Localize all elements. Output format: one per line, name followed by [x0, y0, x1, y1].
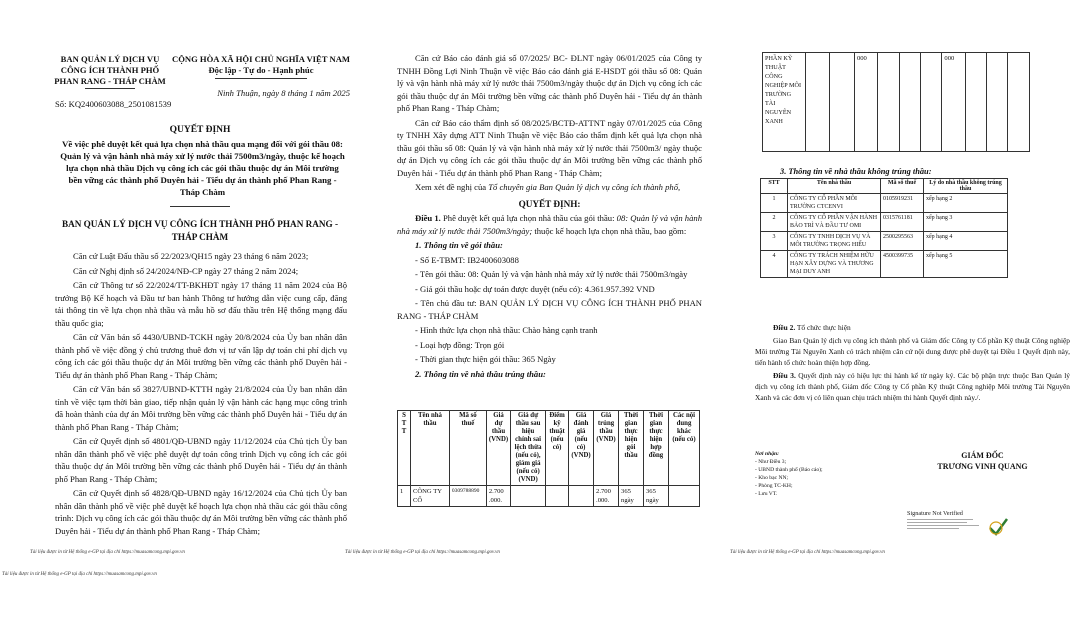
decision-subject: Về việc phê duyệt kết quả lựa chọn nhà thầu qua mạng đối với gói thầu 08: Quản lý và vận hành nhà máy xử lý nước thải 7500m3/ngày, thuộc kế hoạch lựa chọn nhà thầu Dịch vụ công ích các gói thầu thuộc dự án Môi trường bền vững các thành phố Duyên hải - Tiểu dự án thành phố Phan Rang - Tháp Chàm: [60, 139, 345, 197]
table-cell: [878, 53, 899, 152]
decision-title: QUYẾT ĐỊNH: [169, 125, 231, 135]
section-3-title: 3. Thông tin về nhà thầu không trúng thầu:: [780, 167, 932, 176]
decide-title: QUYẾT ĐỊNH:: [518, 198, 581, 209]
package-item: - Giá gói thầu hoặc dự toán được duyệt (nếu có): 4.361.957.392 VND: [415, 283, 655, 294]
table-cell: CÔNG TY TNHH DỊCH VỤ VÀ MÔI TRƯỜNG TRỌNG HIẾU: [788, 232, 881, 251]
table-row: [761, 251, 1008, 278]
table-row: [761, 194, 1008, 213]
column-header: Thời gian thực hiện gói thầu: [619, 411, 644, 486]
digital-signature: [907, 510, 1017, 531]
article-2: [755, 322, 1070, 333]
table-cell: 000: [942, 53, 965, 152]
basis-paragraph: Căn cứ Luật Đấu thầu số 22/2023/QH15 ngày 23 tháng 6 năm 2023;: [73, 251, 309, 261]
doc-number: Số: KQ2400603088_2501081539: [55, 99, 172, 109]
column-header: Giá dự thầu sau hiệu chỉnh sai lệch thừa (nếu có), giảm giá (nếu có) (VND): [511, 411, 546, 486]
table-cell: 2.700 .000.: [594, 486, 619, 507]
winner-table: [397, 410, 700, 507]
signature-check-icon: [987, 516, 1009, 538]
article-2-text: Tổ chức thực hiện: [795, 323, 851, 332]
loser-table: [760, 178, 1008, 278]
table-cell: [805, 53, 830, 152]
article-1-italic: 08: Quản lý và vận hành nhà máy xử lý nước thải 7500m3/ngày;: [397, 213, 702, 236]
recipient-item: - UBND thành phố (Báo cáo);: [755, 467, 823, 473]
table-row: [761, 232, 1008, 251]
table-cell: [668, 486, 699, 507]
motto-line: Độc lập - Tự do - Hạnh phúc: [208, 65, 314, 75]
page-footer: Tài liệu được in từ Hệ thống e-GP tại địa chỉ https://muasamcong.mpi.gov.vn: [345, 550, 500, 555]
article-3-text: Quyết định này có hiệu lực thi hành kể từ ngày ký. Các bộ phận trực thuộc Ban Quản lý dịch vụ công ích thành phố, Giám đốc Công ty Cổ phần Kỹ thuật Công nghiệp Môi trường Tài Nguyên Xanh và các đơn vị có liên quan chịu trách nhiệm thi hành Quyết định này./.: [755, 371, 1070, 402]
table-cell: 2500295563: [881, 232, 924, 251]
section-2-title: 2. Thông tin về nhà thầu trúng thầu:: [415, 368, 546, 379]
table-cell: 2.700 .000.: [486, 486, 510, 507]
proposal-prefix: Xem xét đề nghị của: [415, 182, 489, 192]
table-cell: 365 ngày: [619, 486, 644, 507]
table-cell: [569, 486, 594, 507]
table-cell: 0315761181: [881, 213, 924, 232]
agency-line: CÔNG ÍCH THÀNH PHỐ: [60, 65, 160, 75]
article-3: [755, 370, 1070, 403]
signer-name: TRƯƠNG VINH QUANG: [937, 462, 1028, 471]
table-row: [398, 486, 700, 507]
table-cell: 1: [398, 486, 411, 507]
nation-line: CỘNG HÒA XÃ HỘI CHỦ NGHĨA VIỆT NAM: [171, 54, 351, 64]
proposal-paragraph: [397, 181, 702, 194]
table-cell: xếp hạng 5: [924, 251, 1008, 278]
nation-header: [170, 54, 352, 76]
table-cell: xếp hạng 3: [924, 213, 1008, 232]
table-cell: xếp hạng 4: [924, 232, 1008, 251]
table-cell: 000: [854, 53, 877, 152]
recipients-title: Nơi nhận:: [755, 451, 779, 457]
loser-table-header: [761, 179, 1008, 194]
agency-line: BAN QUẢN LÝ DỊCH VỤ: [60, 54, 160, 64]
recipient-item: - Phòng TC-KH;: [755, 483, 793, 489]
table-cell: xếp hạng 2: [924, 194, 1008, 213]
table-cell: CÔNG TY TRÁCH NHIỆM HỮU HẠN XÂY DỰNG VÀ THƯƠNG MẠI DUY ANH: [788, 251, 881, 278]
signer-title: GIÁM ĐỐC: [961, 451, 1004, 460]
subject-underline: [170, 206, 230, 207]
basis-paragraph: Căn cứ Thông tư số 22/2024/TT-BKHĐT ngày 17 tháng 11 năm 2024 của Bộ trưởng Bộ Kế hoạch và Đầu tư ban hành Thông tư hướng dẫn việc cung cấp, đăng tải thông tin về lựa chọn nhà thầu và mẫu hồ sơ đấu thầu trên Hệ thống mạng đấu thầu quốc gia;: [55, 280, 347, 328]
page-footer: Tài liệu được in từ Hệ thống e-GP tại địa chỉ https://muasamcong.mpi.gov.vn: [730, 550, 885, 555]
recipient-item: - Kho bạc NN;: [755, 475, 789, 481]
viewer-footer: Tài liệu được in từ Hệ thống e-GP tại địa chỉ https://muasamcong.mpi.gov.vn: [2, 572, 157, 577]
table-row: [763, 53, 1030, 152]
report-basis: [397, 52, 702, 382]
winner-table-continued: [762, 52, 1030, 152]
column-header: Giá dự thầu (VND): [486, 411, 510, 486]
column-header: Thời gian thực hiện hợp đồng: [644, 411, 669, 486]
page-footer: Tài liệu được in từ Hệ thống e-GP tại địa chỉ https://muasamcong.mpi.gov.vn: [30, 550, 185, 555]
basis-paragraph: Căn cứ Văn bản số 3827/UBND-KTTH ngày 21/8/2024 của Ủy ban nhân dân tỉnh về việc tạm thời bàn giao, tiếp nhận quản lý vận hành các hạng mục công trình đã hoàn thành của dự án Môi trường bền vững các thành phố Duyên hải - Tiểu dự án thành phố Phan Rang - Tháp Chàm;: [55, 384, 347, 432]
table-cell: PHẦN KỸ THUẬT CÔNG NGHIỆP MÔI TRƯỜNG TÀI NGUYÊN XANH: [763, 53, 806, 152]
column-header: Giá trúng thầu (VND): [594, 411, 619, 486]
table-cell: [987, 53, 1008, 152]
article-2-label: Điều 2.: [773, 323, 796, 332]
decision-page-1: [0, 0, 364, 565]
articles-2-3: [755, 322, 1070, 405]
column-header: Tên nhà thầu: [788, 179, 881, 194]
table-row: [761, 213, 1008, 232]
basis-paragraph: Căn cứ Quyết định số 4828/QĐ-UBND ngày 16/12/2024 của Chủ tịch Ủy ban nhân dân thành phố về việc phê duyệt kế hoạch lựa chọn nhà thầu các gói thầu công trình: Dịch vụ công ích các gói thầu thuộc dự án Môi trường bền vững các thành phố Duyên hải - Tiểu dự án thành phố Phan Rang - Tháp Chàm;: [55, 488, 347, 536]
package-item: - Hình thức lựa chọn nhà thầu: Chào hàng cạnh tranh: [415, 325, 598, 335]
table-cell: 4500399735: [881, 251, 924, 278]
winner-table-header: [398, 411, 700, 486]
column-header: Tên nhà thầu: [410, 411, 449, 486]
proposal-italic: Tổ chuyên gia Ban Quản lý dịch vụ công ích thành phố,: [488, 182, 681, 192]
basis-paragraph: Căn cứ Văn bản số 4430/UBND-TCKH ngày 20/8/2024 của Ủy ban nhân dân thành phố về việc đồng ý chủ trương thuê đơn vị tư vấn lập dự toán chi phí dịch vụ công ích các gói thầu thuộc dự án Môi trường bền vững các thành phố Duyên hải - Tiểu dự án thành phố Phan Rang - Tháp Chàm;: [55, 332, 347, 380]
column-header: Mã số thuế: [449, 411, 486, 486]
article-1-text: Phê duyệt kết quả lựa chọn nhà thầu của gói thầu:: [440, 213, 617, 223]
column-header: Lý do nhà thầu không trúng thầu: [924, 179, 1008, 194]
table-cell: 1: [761, 194, 788, 213]
decision-page-2: [345, 0, 725, 565]
table-cell: [830, 53, 855, 152]
table-cell: [1008, 53, 1030, 152]
section-1-title: 1. Thông tin về gói thầu:: [415, 240, 503, 250]
table-cell: [965, 53, 986, 152]
table-cell: 365 ngày: [644, 486, 669, 507]
column-header: Điểm kỹ thuật (nếu có): [546, 411, 569, 486]
package-item: - Tên gói thầu: 08: Quản lý và vận hành nhà máy xử lý nước thải 7500m3/ngày: [415, 269, 688, 279]
article-1: [397, 212, 702, 237]
table-cell: 0105919231: [881, 194, 924, 213]
date-line: Ninh Thuận, ngày 8 tháng 1 năm 2025: [217, 88, 350, 98]
table-cell: [511, 486, 546, 507]
column-header: STT: [761, 179, 788, 194]
recipient-item: - Như Điều 3;: [755, 459, 787, 465]
article-1-label: Điều 1.: [415, 213, 441, 223]
package-item: - Số E-TBMT: IB2400603088: [415, 254, 519, 265]
table-cell: [546, 486, 569, 507]
table-cell: 3: [761, 232, 788, 251]
column-header: Giá đánh giá (nếu có) (VND): [569, 411, 594, 486]
table-cell: CÔNG TY CỔ PHẦN VẬN HÀNH BẢO TRÌ VÀ ĐẦU TƯ OMI: [788, 213, 881, 232]
basis-paragraph: Căn cứ Báo cáo thẩm định số 08/2025/BCTĐ-ATTNT ngày 07/01/2025 của Công ty TNHH Xây dựng ATT Ninh Thuận về việc Báo cáo thẩm định kết quả lựa chọn nhà thầu gói thầu số 08: Quản lý và vận hành nhà máy xử lý nước thải 7500m3/ ngày thuộc dự án Dịch vụ công ích các gói thầu thuộc dự án Môi trường bền vững các thành phố Duyên hải - Tiểu dự án thành phố Phan Rang - Tháp Chàm;: [397, 117, 702, 178]
article-2-body: Giao Ban Quản lý dịch vụ công ích thành phố và Giám đốc Công ty Cổ phần Kỹ thuật Công nghiệp Môi trường Tài Nguyên Xanh có trách nhiệm căn cứ nội dung được phê duyệt tại Điều 1 Quyết định này, tiến hành tổ chức hoàn thiện hợp đồng.: [755, 336, 1070, 367]
basis-paragraph: Căn cứ Quyết định số 4801/QĐ-UBND ngày 11/12/2024 của Chủ tịch Ủy ban nhân dân thành phố về việc phê duyệt dự toán công trình Dịch vụ công ích các gói thầu thuộc dự án Môi trường bền vững các thành phố Duyên hải - Tiểu dự án thành phố Phan Rang - Tháp Chàm;: [55, 436, 347, 484]
package-item: - Loại hợp đồng: Trọn gói: [415, 339, 505, 350]
motto-underline: [215, 78, 307, 79]
package-item: - Tên chủ đầu tư: BAN QUẢN LÝ DỊCH VỤ CÔNG ÍCH THÀNH PHỐ PHAN RANG - THÁP CHÀM: [397, 298, 702, 321]
basis-paragraph: Căn cứ Báo cáo đánh giá số 07/2025/ BC- ĐLNT ngày 06/01/2025 của Công ty TNHH Đồng Lợi Ninh Thuận về việc Báo cáo đánh giá E-HSDT gói thầu số 08: Quản lý và vận hành nhà máy xử lý nước thải 7500m3/ngày thuộc dự án Dịch vụ công ích các gói thầu thuộc dự án Môi trường bền vững các thành phố Duyên hải - Tiểu dự án thành phố Phan Rang - Tháp Chàm;: [397, 53, 702, 113]
article-1-tail: thuộc kế hoạch lựa chọn nhà thầu, bao gồm:: [532, 225, 687, 236]
table-cell: CÔNG TY CỔ PHẦN MÔI TRƯỜNG CTCENVI: [788, 194, 881, 213]
basis-paragraph: Căn cứ Nghị định số 24/2024/NĐ-CP ngày 27 tháng 2 năm 2024;: [73, 265, 299, 276]
decision-page-3: [730, 0, 1075, 565]
article-3-label: Điều 3.: [773, 371, 796, 380]
agency-header: [50, 54, 170, 87]
table-cell: [899, 53, 920, 152]
signer-block: [895, 450, 1070, 472]
agency-underline: [85, 88, 135, 89]
signature-status: Signature Not Verified: [907, 510, 963, 517]
table-cell: 4: [761, 251, 788, 278]
column-header: Mã số thuế: [881, 179, 924, 194]
recipient-item: - Lưu VT.: [755, 491, 778, 497]
table-cell: CÔNG TY CỔ: [410, 486, 449, 507]
legal-basis: [55, 250, 347, 539]
recipients-block: [755, 450, 885, 498]
authority-heading: BAN QUẢN LÝ DỊCH VỤ CÔNG ÍCH THÀNH PHỐ PHAN RANG - THÁP CHÀM: [61, 219, 339, 242]
column-header: Các nội dung khác (nếu có): [668, 411, 699, 486]
column-header: S T T: [398, 411, 411, 486]
agency-line: PHAN RANG - THÁP CHÀM: [54, 76, 166, 86]
package-item: - Thời gian thực hiện gói thầu: 365 Ngày: [415, 354, 556, 364]
table-cell: 2: [761, 213, 788, 232]
table-cell: 0309788890: [449, 486, 486, 507]
table-cell: [920, 53, 941, 152]
